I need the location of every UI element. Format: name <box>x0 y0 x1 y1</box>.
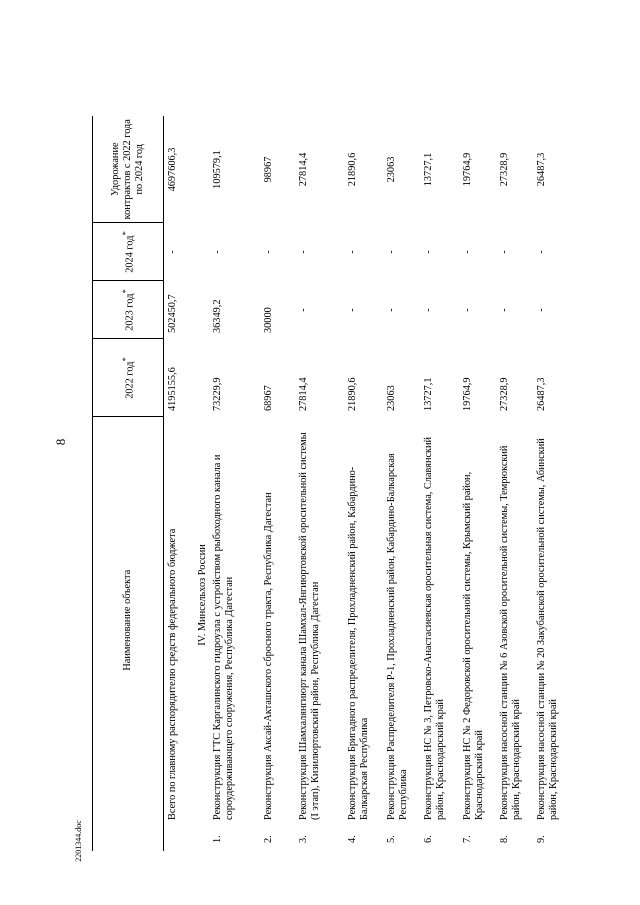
row-2023: 30000 <box>263 307 274 333</box>
page-number: 8 <box>53 438 68 446</box>
row-2024: - <box>212 250 223 254</box>
row-object-name: Реконструкция ГТС Каргалинского гидроузла с устройством рыбоходного канала и сороудерживающего сооружения, Республика Дагестан <box>212 454 235 820</box>
row-number: 5. <box>386 835 397 843</box>
row-2023: - <box>386 308 397 312</box>
row-spacer <box>386 16 423 116</box>
row-2023: - <box>499 308 510 312</box>
table-row <box>347 16 386 851</box>
table-row <box>536 16 567 851</box>
row-spacer <box>499 16 536 116</box>
row-2022: 13727,1 <box>423 377 434 411</box>
total-2024: - <box>167 250 178 254</box>
table-row <box>462 16 499 851</box>
row-cost-increase: 23063 <box>386 156 397 183</box>
row-2023: - <box>423 308 434 312</box>
row-2022: 21890,6 <box>347 377 358 411</box>
row-2024: - <box>298 250 309 254</box>
row-number: 6. <box>423 835 434 843</box>
row-number: 9. <box>536 835 547 843</box>
header-year-2023 <box>93 281 164 339</box>
contracts-table <box>92 16 567 851</box>
header-number <box>93 823 164 851</box>
row-2022: 26487,3 <box>536 377 547 411</box>
row-cost-increase: 21890,6 <box>347 152 358 187</box>
row-number: 3. <box>298 835 309 843</box>
row-2024: - <box>263 250 274 254</box>
total-number <box>164 823 197 851</box>
row-object-name: Реконструкция Шамхалянгиюрт канала Шамхал-Янгиюртовской оросительной системы (I этап), Кизилюртовский район, Республика Дагестан <box>298 432 321 820</box>
row-2023: - <box>462 308 473 312</box>
row-spacer <box>212 16 263 116</box>
row-2022: 27814,4 <box>298 377 309 411</box>
row-2022: 27328,9 <box>499 377 510 411</box>
header-year-2024-label: 2024 год <box>124 235 136 273</box>
row-2024: - <box>499 250 510 254</box>
total-2023: 502450,7 <box>167 294 178 333</box>
header-year-2022 <box>93 339 164 417</box>
row-spacer <box>423 16 462 116</box>
row-spacer <box>263 16 298 116</box>
row-2024: - <box>536 250 547 254</box>
table-row <box>263 16 298 851</box>
row-cost-increase: 13727,1 <box>423 152 434 187</box>
total-2022: 4195155,6 <box>167 367 178 411</box>
total-label: Всего по главному распорядителю средств федерального бюджета <box>167 528 178 820</box>
header-year-2024 <box>93 223 164 281</box>
row-cost-increase: 98967 <box>263 156 274 183</box>
row-cost-increase: 19764,9 <box>462 152 473 187</box>
total-spacer <box>164 16 197 116</box>
header-spacer <box>93 16 164 116</box>
row-2022: 73229,9 <box>212 377 223 411</box>
row-2024: - <box>462 250 473 254</box>
row-number: 8. <box>499 835 510 843</box>
row-number: 1. <box>212 835 223 843</box>
row-object-name: Реконструкция НС № 3, Петровско-Анастасиевская оросительная система, Славянский район, Краснодарский край <box>423 436 446 820</box>
header-year-2023-label: 2023 год <box>124 293 136 331</box>
row-cost-increase: 27328,9 <box>499 152 510 187</box>
row-2023: - <box>536 308 547 312</box>
rotated-page <box>92 16 585 851</box>
section-row <box>196 16 212 851</box>
row-2024: - <box>386 250 397 254</box>
table-row <box>386 16 423 851</box>
row-cost-increase: 109579,1 <box>212 150 223 189</box>
row-number: 7. <box>462 835 473 843</box>
header-year-2024-mark: * <box>120 231 131 236</box>
row-2024: - <box>347 250 358 254</box>
row-cost-increase: 26487,3 <box>536 152 547 187</box>
header-year-2023-mark: * <box>120 289 131 294</box>
row-2023: - <box>347 308 358 312</box>
row-spacer <box>347 16 386 116</box>
row-object-name: Реконструкция Бригадного распределителя, Прохладненский район, Кабардино-Балкарская Республика <box>347 466 370 820</box>
total-cost-increase: 4697606,3 <box>167 147 178 192</box>
row-spacer <box>462 16 499 116</box>
row-spacer <box>536 16 567 116</box>
row-2022: 68967 <box>263 385 274 411</box>
row-object-name: Реконструкция Распределителя Р-1, Прохладненский район, Кабардино-Балкарская Республика <box>386 453 409 820</box>
header-year-2022-mark: * <box>120 357 131 362</box>
row-object-name: Реконструкция насосной станции № 20 Закубанской оросительной системы, Абинский район, Краснодарский край <box>536 438 559 820</box>
row-object-name: Реконструкция Аксай-Акташского сбросного тракта, Республика Дагестан <box>263 492 274 820</box>
row-object-name: Реконструкция насосной станции № 6 Азовской оросительной системы, Темрюкский район, Краснодарский край <box>499 445 522 820</box>
table-row <box>499 16 536 851</box>
section-spacer <box>196 16 212 339</box>
row-number: 2. <box>263 835 274 843</box>
row-cost-increase: 27814,4 <box>298 152 309 187</box>
row-2024: - <box>423 250 434 254</box>
footer-document-code: 2201344.doc <box>74 820 83 862</box>
row-2022: 23063 <box>386 385 397 411</box>
row-object-name: Реконструкция НС № 2 Федоровской оросительной системы, Крымский район, Краснодарский край <box>462 471 485 820</box>
header-object-name: Наименование объекта <box>93 417 164 823</box>
table-row <box>212 16 263 851</box>
row-2023: - <box>298 308 309 312</box>
row-2022: 19764,9 <box>462 377 473 411</box>
table-header-row <box>93 16 164 851</box>
table-row <box>423 16 462 851</box>
total-row <box>164 16 197 851</box>
header-cost-increase: Удорожание контрактов с 2022 года по 2024 год <box>93 116 164 223</box>
row-2023: 36349,2 <box>212 299 223 333</box>
table-row <box>298 16 347 851</box>
row-number: 4. <box>347 835 358 843</box>
header-year-2022-label: 2022 год <box>124 361 136 399</box>
section-title: IV. Минсельхоз России <box>197 544 208 646</box>
row-spacer <box>298 16 347 116</box>
